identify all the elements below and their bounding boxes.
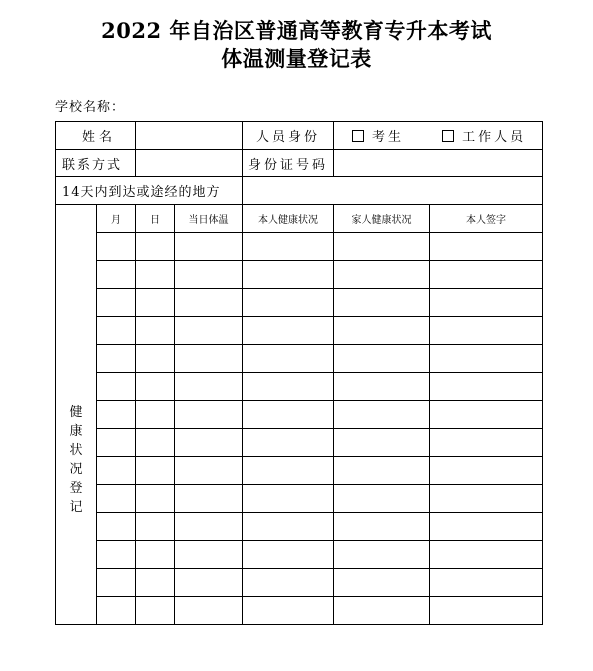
cell-month[interactable] [97, 429, 136, 457]
name-label: 姓名 [56, 122, 136, 150]
row-name [56, 122, 543, 150]
cell-signature[interactable] [430, 373, 543, 401]
cell-day[interactable] [136, 401, 175, 429]
cell-family-health[interactable] [334, 457, 430, 485]
health-section-label: 健康状况登记 [69, 404, 83, 515]
cell-self-health[interactable] [243, 261, 334, 289]
cell-temperature[interactable] [175, 345, 243, 373]
cell-month[interactable] [97, 345, 136, 373]
cell-signature[interactable] [430, 289, 543, 317]
form-title-line2: 体温测量登记表 [221, 46, 372, 71]
cell-day[interactable] [136, 317, 175, 345]
cell-signature[interactable] [430, 485, 543, 513]
cell-month[interactable] [97, 485, 136, 513]
cell-day[interactable] [136, 569, 175, 597]
cell-family-health[interactable] [334, 289, 430, 317]
registration-form-table [55, 121, 543, 625]
cell-signature[interactable] [430, 457, 543, 485]
table-row [56, 485, 543, 513]
table-row [56, 457, 543, 485]
cell-family-health[interactable] [334, 317, 430, 345]
checkbox-staff[interactable] [442, 130, 454, 142]
personnel-type-label: 人员身份 [243, 122, 334, 150]
col-family-health: 家人健康状况 [334, 205, 430, 233]
cell-month[interactable] [97, 289, 136, 317]
cell-signature[interactable] [430, 597, 543, 625]
cell-self-health[interactable] [243, 569, 334, 597]
cell-temperature[interactable] [175, 513, 243, 541]
checkbox-examinee[interactable] [352, 130, 364, 142]
cell-self-health[interactable] [243, 597, 334, 625]
cell-signature[interactable] [430, 401, 543, 429]
id-number-label: 身份证号码 [243, 150, 334, 177]
cell-month[interactable] [97, 261, 136, 289]
cell-temperature[interactable] [175, 317, 243, 345]
cell-family-health[interactable] [334, 345, 430, 373]
cell-family-health[interactable] [334, 233, 430, 261]
cell-family-health[interactable] [334, 373, 430, 401]
col-self-health: 本人健康状况 [243, 205, 334, 233]
table-row [56, 261, 543, 289]
row-contact [56, 150, 543, 177]
cell-family-health[interactable] [334, 485, 430, 513]
cell-self-health[interactable] [243, 541, 334, 569]
cell-family-health[interactable] [334, 513, 430, 541]
cell-family-health[interactable] [334, 541, 430, 569]
cell-month[interactable] [97, 569, 136, 597]
cell-family-health[interactable] [334, 597, 430, 625]
cell-signature[interactable] [430, 569, 543, 597]
table-row [56, 429, 543, 457]
personnel-type-options [334, 122, 543, 150]
cell-self-health[interactable] [243, 373, 334, 401]
table-row [56, 569, 543, 597]
cell-month[interactable] [97, 513, 136, 541]
cell-self-health[interactable] [243, 401, 334, 429]
cell-day[interactable] [136, 429, 175, 457]
contact-field[interactable] [136, 150, 243, 177]
cell-temperature[interactable] [175, 569, 243, 597]
cell-day[interactable] [136, 289, 175, 317]
cell-day[interactable] [136, 541, 175, 569]
cell-signature[interactable] [430, 541, 543, 569]
table-row [56, 401, 543, 429]
cell-self-health[interactable] [243, 457, 334, 485]
cell-day[interactable] [136, 485, 175, 513]
row-route [56, 177, 543, 205]
cell-family-health[interactable] [334, 261, 430, 289]
cell-self-health[interactable] [243, 485, 334, 513]
col-month: 月 [97, 205, 136, 233]
cell-day[interactable] [136, 597, 175, 625]
option-staff-label: 工作人员 [462, 130, 527, 145]
table-row [56, 373, 543, 401]
cell-day[interactable] [136, 345, 175, 373]
cell-month[interactable] [97, 401, 136, 429]
cell-month[interactable] [97, 597, 136, 625]
cell-day[interactable] [136, 457, 175, 485]
health-section-cell [56, 205, 97, 625]
col-temperature: 当日体温 [175, 205, 243, 233]
cell-day[interactable] [136, 233, 175, 261]
cell-self-health[interactable] [243, 345, 334, 373]
cell-temperature[interactable] [175, 485, 243, 513]
cell-temperature[interactable] [175, 429, 243, 457]
table-row [56, 345, 543, 373]
cell-temperature[interactable] [175, 457, 243, 485]
cell-temperature[interactable] [175, 541, 243, 569]
option-staff[interactable] [442, 126, 526, 145]
cell-day[interactable] [136, 373, 175, 401]
option-examinee-label: 考生 [372, 130, 405, 145]
table-row [56, 597, 543, 625]
cell-self-health[interactable] [243, 429, 334, 457]
form-title-line1: 2022 年自治区普通高等教育专升本考试 [101, 18, 492, 43]
cell-month[interactable] [97, 233, 136, 261]
cell-self-health[interactable] [243, 317, 334, 345]
cell-temperature[interactable] [175, 401, 243, 429]
cell-family-health[interactable] [334, 401, 430, 429]
route-label: 14天内到达或途经的地方 [56, 177, 243, 205]
cell-month[interactable] [97, 317, 136, 345]
cell-temperature[interactable] [175, 233, 243, 261]
school-name-label: 学校名称： [55, 100, 126, 115]
cell-family-health[interactable] [334, 569, 430, 597]
table-row [56, 317, 543, 345]
cell-day[interactable] [136, 261, 175, 289]
option-examinee[interactable] [352, 126, 404, 145]
cell-self-health[interactable] [243, 233, 334, 261]
cell-temperature[interactable] [175, 289, 243, 317]
cell-temperature[interactable] [175, 261, 243, 289]
cell-temperature[interactable] [175, 373, 243, 401]
col-signature: 本人签字 [430, 205, 543, 233]
cell-signature[interactable] [430, 513, 543, 541]
cell-self-health[interactable] [243, 513, 334, 541]
cell-signature[interactable] [430, 429, 543, 457]
name-field[interactable] [136, 122, 243, 150]
cell-signature[interactable] [430, 345, 543, 373]
table-row [56, 513, 543, 541]
cell-signature[interactable] [430, 233, 543, 261]
col-day: 日 [136, 205, 175, 233]
contact-label: 联系方式 [56, 150, 136, 177]
cell-month[interactable] [97, 373, 136, 401]
cell-signature[interactable] [430, 261, 543, 289]
id-number-field[interactable] [334, 150, 543, 177]
route-field[interactable] [243, 177, 543, 205]
table-row [56, 233, 543, 261]
cell-self-health[interactable] [243, 289, 334, 317]
table-row [56, 541, 543, 569]
cell-day[interactable] [136, 513, 175, 541]
cell-family-health[interactable] [334, 429, 430, 457]
health-table-header [56, 205, 543, 233]
cell-month[interactable] [97, 541, 136, 569]
cell-signature[interactable] [430, 317, 543, 345]
cell-month[interactable] [97, 457, 136, 485]
table-row [56, 289, 543, 317]
cell-temperature[interactable] [175, 597, 243, 625]
